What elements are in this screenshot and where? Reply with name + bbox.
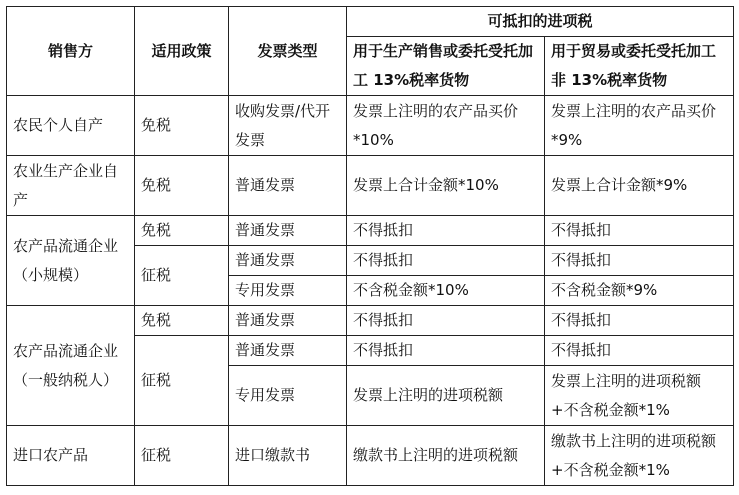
cell-colnon13: 不含税金额*9% [545, 276, 734, 306]
table-row [7, 96, 734, 156]
header-seller: 销售方 [7, 7, 135, 96]
table-row [7, 216, 734, 246]
cell-colnon13: 不得抵扣 [545, 246, 734, 276]
cell-invoice: 收购发票/代开发票 [229, 96, 347, 156]
cell-col13: 发票上合计金额*10% [347, 156, 545, 216]
cell-seller: 农产品流通企业（小规模） [7, 216, 135, 306]
header-deductible: 可抵扣的进项税 [347, 7, 734, 37]
cell-invoice: 进口缴款书 [229, 426, 347, 486]
header-col-13pct: 用于生产销售或委托受托加工 13%税率货物 [347, 37, 545, 96]
cell-col13: 不得抵扣 [347, 246, 545, 276]
cell-col13: 不得抵扣 [347, 336, 545, 366]
cell-policy: 免税 [135, 216, 229, 246]
cell-colnon13: 不得抵扣 [545, 336, 734, 366]
cell-invoice: 专用发票 [229, 276, 347, 306]
header-invoice-type: 发票类型 [229, 7, 347, 96]
cell-colnon13: 缴款书上注明的进项税额+不含税金额*1% [545, 426, 734, 486]
cell-invoice: 普通发票 [229, 216, 347, 246]
cell-colnon13: 不得抵扣 [545, 216, 734, 246]
table-row [7, 306, 734, 336]
cell-policy: 征税 [135, 426, 229, 486]
cell-invoice: 普通发票 [229, 156, 347, 216]
cell-colnon13: 不得抵扣 [545, 306, 734, 336]
cell-policy: 免税 [135, 306, 229, 336]
cell-colnon13: 发票上注明的农产品买价*9% [545, 96, 734, 156]
tax-deduction-table [6, 6, 734, 486]
cell-col13: 缴款书上注明的进项税额 [347, 426, 545, 486]
table-row [7, 426, 734, 486]
cell-col13: 发票上注明的农产品买价*10% [347, 96, 545, 156]
cell-col13: 不得抵扣 [347, 306, 545, 336]
cell-seller: 农民个人自产 [7, 96, 135, 156]
cell-col13: 发票上注明的进项税额 [347, 366, 545, 426]
cell-policy: 征税 [135, 336, 229, 426]
cell-policy: 免税 [135, 156, 229, 216]
cell-invoice: 普通发票 [229, 246, 347, 276]
cell-seller: 农业生产企业自产 [7, 156, 135, 216]
header-policy: 适用政策 [135, 7, 229, 96]
cell-colnon13: 发票上注明的进项税额+不含税金额*1% [545, 366, 734, 426]
cell-col13: 不含税金额*10% [347, 276, 545, 306]
cell-invoice: 普通发票 [229, 306, 347, 336]
cell-invoice: 专用发票 [229, 366, 347, 426]
cell-colnon13: 发票上合计金额*9% [545, 156, 734, 216]
cell-invoice: 普通发票 [229, 336, 347, 366]
cell-policy: 征税 [135, 246, 229, 306]
header-col-non13pct: 用于贸易或委托受托加工非 13%税率货物 [545, 37, 734, 96]
header-row-1 [7, 7, 734, 37]
cell-policy: 免税 [135, 96, 229, 156]
cell-seller: 进口农产品 [7, 426, 135, 486]
cell-seller: 农产品流通企业（一般纳税人） [7, 306, 135, 426]
table-row [7, 156, 734, 216]
cell-col13: 不得抵扣 [347, 216, 545, 246]
